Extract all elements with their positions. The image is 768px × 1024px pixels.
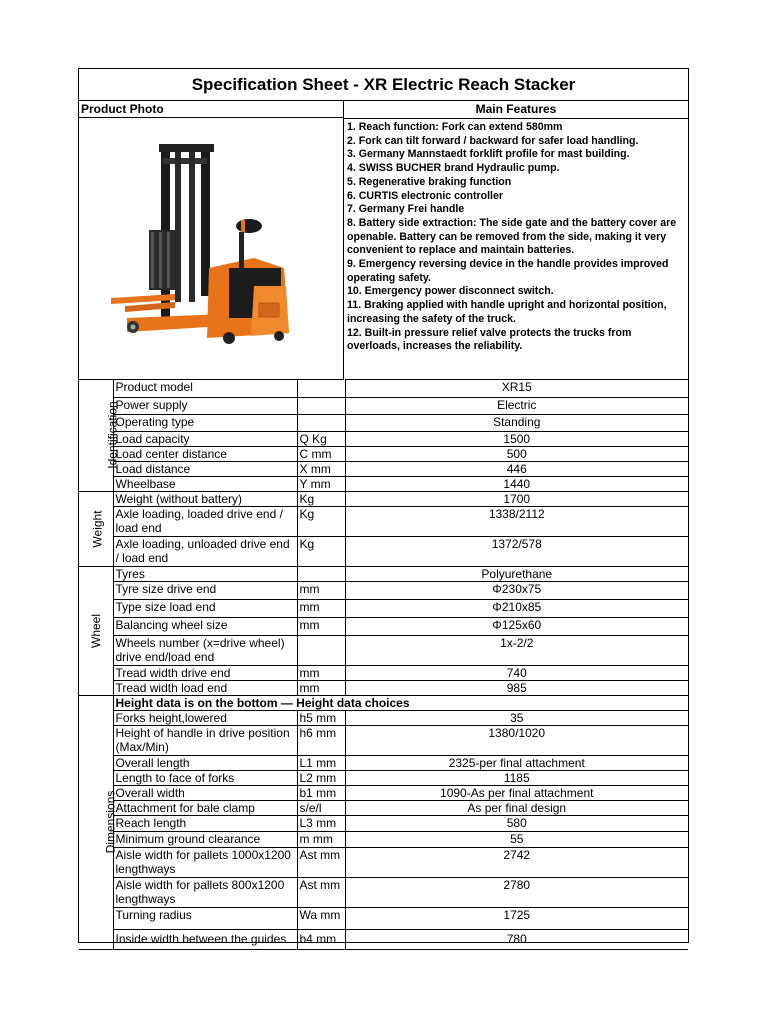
row-unit	[297, 566, 345, 581]
row-unit: mm	[297, 581, 345, 599]
row-value: Φ230x75	[345, 581, 688, 599]
row-unit: X mm	[297, 461, 345, 476]
row-unit: Ast mm	[297, 877, 345, 907]
row-unit: h6 mm	[297, 725, 345, 755]
feature-item: 11. Braking applied with handle upright and horizontal position, increasing the safety of the truck.	[347, 299, 667, 325]
group-wheel: Wheel	[79, 566, 113, 695]
row-value: 1725	[345, 907, 688, 929]
row-unit: m mm	[297, 831, 345, 847]
group-dimensions: Dimensions	[79, 695, 113, 949]
height-data-note: Height data is on the bottom — Height data choices	[113, 695, 688, 710]
row-unit: L1 mm	[297, 755, 345, 770]
row-value: 1440	[345, 476, 688, 491]
feature-item: 10. Emergency power disconnect switch.	[347, 285, 554, 298]
row-label: Tread width drive end	[113, 665, 297, 680]
feature-item: 7. Germany Frei handle	[347, 203, 465, 216]
row-value: 780	[345, 929, 688, 949]
row-unit	[297, 397, 345, 414]
row-value: 2780	[345, 877, 688, 907]
row-unit: b1 mm	[297, 785, 345, 800]
row-unit: C mm	[297, 446, 345, 461]
feature-item: 12. Built-in pressure relief valve protects the trucks from overloads, increases the reliability.	[347, 326, 632, 353]
row-value: 1338/2112	[345, 506, 688, 536]
reach-stacker-illustration	[79, 118, 343, 378]
row-label: Balancing wheel size	[113, 617, 297, 635]
row-unit: Q Kg	[297, 431, 345, 446]
row-unit: Kg	[297, 491, 345, 506]
row-unit: Wa mm	[297, 907, 345, 929]
spec-table	[79, 380, 688, 950]
group-identification: Identification	[79, 380, 113, 491]
feature-item: 5. Regenerative braking function	[347, 175, 512, 188]
row-value: XR15	[345, 380, 688, 397]
row-value: Φ125x60	[345, 617, 688, 635]
row-label: Overall length	[113, 755, 297, 770]
row-value: 1700	[345, 491, 688, 506]
row-unit: mm	[297, 599, 345, 617]
row-value: As per final design	[345, 800, 688, 815]
row-unit: Kg	[297, 536, 345, 566]
row-label: Forks height,lowered	[113, 710, 297, 725]
row-unit: mm	[297, 665, 345, 680]
row-unit: b4 mm	[297, 929, 345, 949]
row-value: Φ210x85	[345, 599, 688, 617]
row-label: Axle loading, unloaded drive end / load end	[113, 536, 297, 566]
row-unit: L3 mm	[297, 815, 345, 831]
feature-item: 3. Germany Mannstaedt forklift profile for mast building.	[347, 148, 630, 161]
row-value: 446	[345, 461, 688, 476]
feature-item: 4. SWISS BUCHER brand Hydraulic pump.	[347, 162, 560, 175]
row-label: Tread width load end	[113, 680, 297, 695]
row-unit	[297, 635, 345, 665]
row-unit: mm	[297, 617, 345, 635]
row-value: 2742	[345, 847, 688, 877]
row-unit: Y mm	[297, 476, 345, 491]
product-photo-header: Product Photo	[79, 100, 344, 118]
row-label: Type size load end	[113, 599, 297, 617]
row-label: Wheels number (x=drive wheel) drive end/load end	[113, 635, 297, 665]
row-value: Polyurethane	[345, 566, 688, 581]
row-label: Load capacity	[113, 431, 297, 446]
row-value: 740	[345, 665, 688, 680]
row-value: 35	[345, 710, 688, 725]
row-label: Overall width	[113, 785, 297, 800]
row-label: Tyres	[113, 566, 297, 581]
row-unit: mm	[297, 680, 345, 695]
row-label: Wheelbase	[113, 476, 297, 491]
row-value: 985	[345, 680, 688, 695]
feature-item: 8. Battery side extraction: The side gate and the battery cover are openable. Battery can be removed from the side, making it very convenient to replace and maintain batteries.	[347, 216, 677, 257]
group-weight: Weight	[79, 491, 113, 566]
row-unit: h5 mm	[297, 710, 345, 725]
row-value: Standing	[345, 414, 688, 431]
row-unit	[297, 414, 345, 431]
row-label: Inside width between the guides	[113, 929, 297, 949]
product-photo	[79, 118, 344, 380]
row-value: 580	[345, 815, 688, 831]
row-unit: Ast mm	[297, 847, 345, 877]
row-label: Load center distance	[113, 446, 297, 461]
spec-sheet	[78, 68, 689, 946]
row-label: Turning radius	[113, 907, 297, 929]
row-label: Reach length	[113, 815, 297, 831]
row-unit: s/e/l	[297, 800, 345, 815]
row-value: 1380/1020	[345, 725, 688, 755]
row-value: 1x-2/2	[345, 635, 688, 665]
row-value: 55	[345, 831, 688, 847]
row-label: Weight (without battery)	[113, 491, 297, 506]
row-unit: L2 mm	[297, 770, 345, 785]
row-unit: Kg	[297, 506, 345, 536]
row-label: Load distance	[113, 461, 297, 476]
row-value: Electric	[345, 397, 688, 414]
row-value: 1185	[345, 770, 688, 785]
row-value: 1090-As per final attachment	[345, 785, 688, 800]
main-features-list	[345, 118, 688, 380]
row-label: Tyre size drive end	[113, 581, 297, 599]
main-features-header: Main Features	[344, 100, 688, 119]
row-unit	[297, 380, 345, 397]
row-label: Axle loading, loaded drive end / load end	[113, 506, 297, 536]
row-label: Aisle width for pallets 800x1200 lengthways	[113, 877, 297, 907]
feature-item: 1. Reach function: Fork can extend 580mm	[347, 121, 563, 133]
feature-item: 9. Emergency reversing device in the handle provides improved operating safety.	[347, 258, 669, 284]
row-value: 1372/578	[345, 536, 688, 566]
row-value: 1500	[345, 431, 688, 446]
feature-item: 6. CURTIS electronic controller	[347, 189, 503, 202]
row-label: Length to face of forks	[113, 770, 297, 785]
row-label: Minimum ground clearance	[113, 831, 297, 847]
row-label: Aisle width for pallets 1000x1200 lengthways	[113, 847, 297, 877]
row-label: Power supply	[113, 397, 297, 414]
sheet-title: Specification Sheet - XR Electric Reach Stacker	[79, 69, 688, 101]
row-label: Product model	[113, 380, 297, 397]
feature-item: 2. Fork can tilt forward / backward for safer load handling.	[347, 134, 639, 147]
row-label: Attachment for bale clamp	[113, 800, 297, 815]
row-value: 500	[345, 446, 688, 461]
row-label: Height of handle in drive position (Max/Min)	[113, 725, 297, 755]
row-label: Operating type	[113, 414, 297, 431]
row-value: 2325-per final attachment	[345, 755, 688, 770]
